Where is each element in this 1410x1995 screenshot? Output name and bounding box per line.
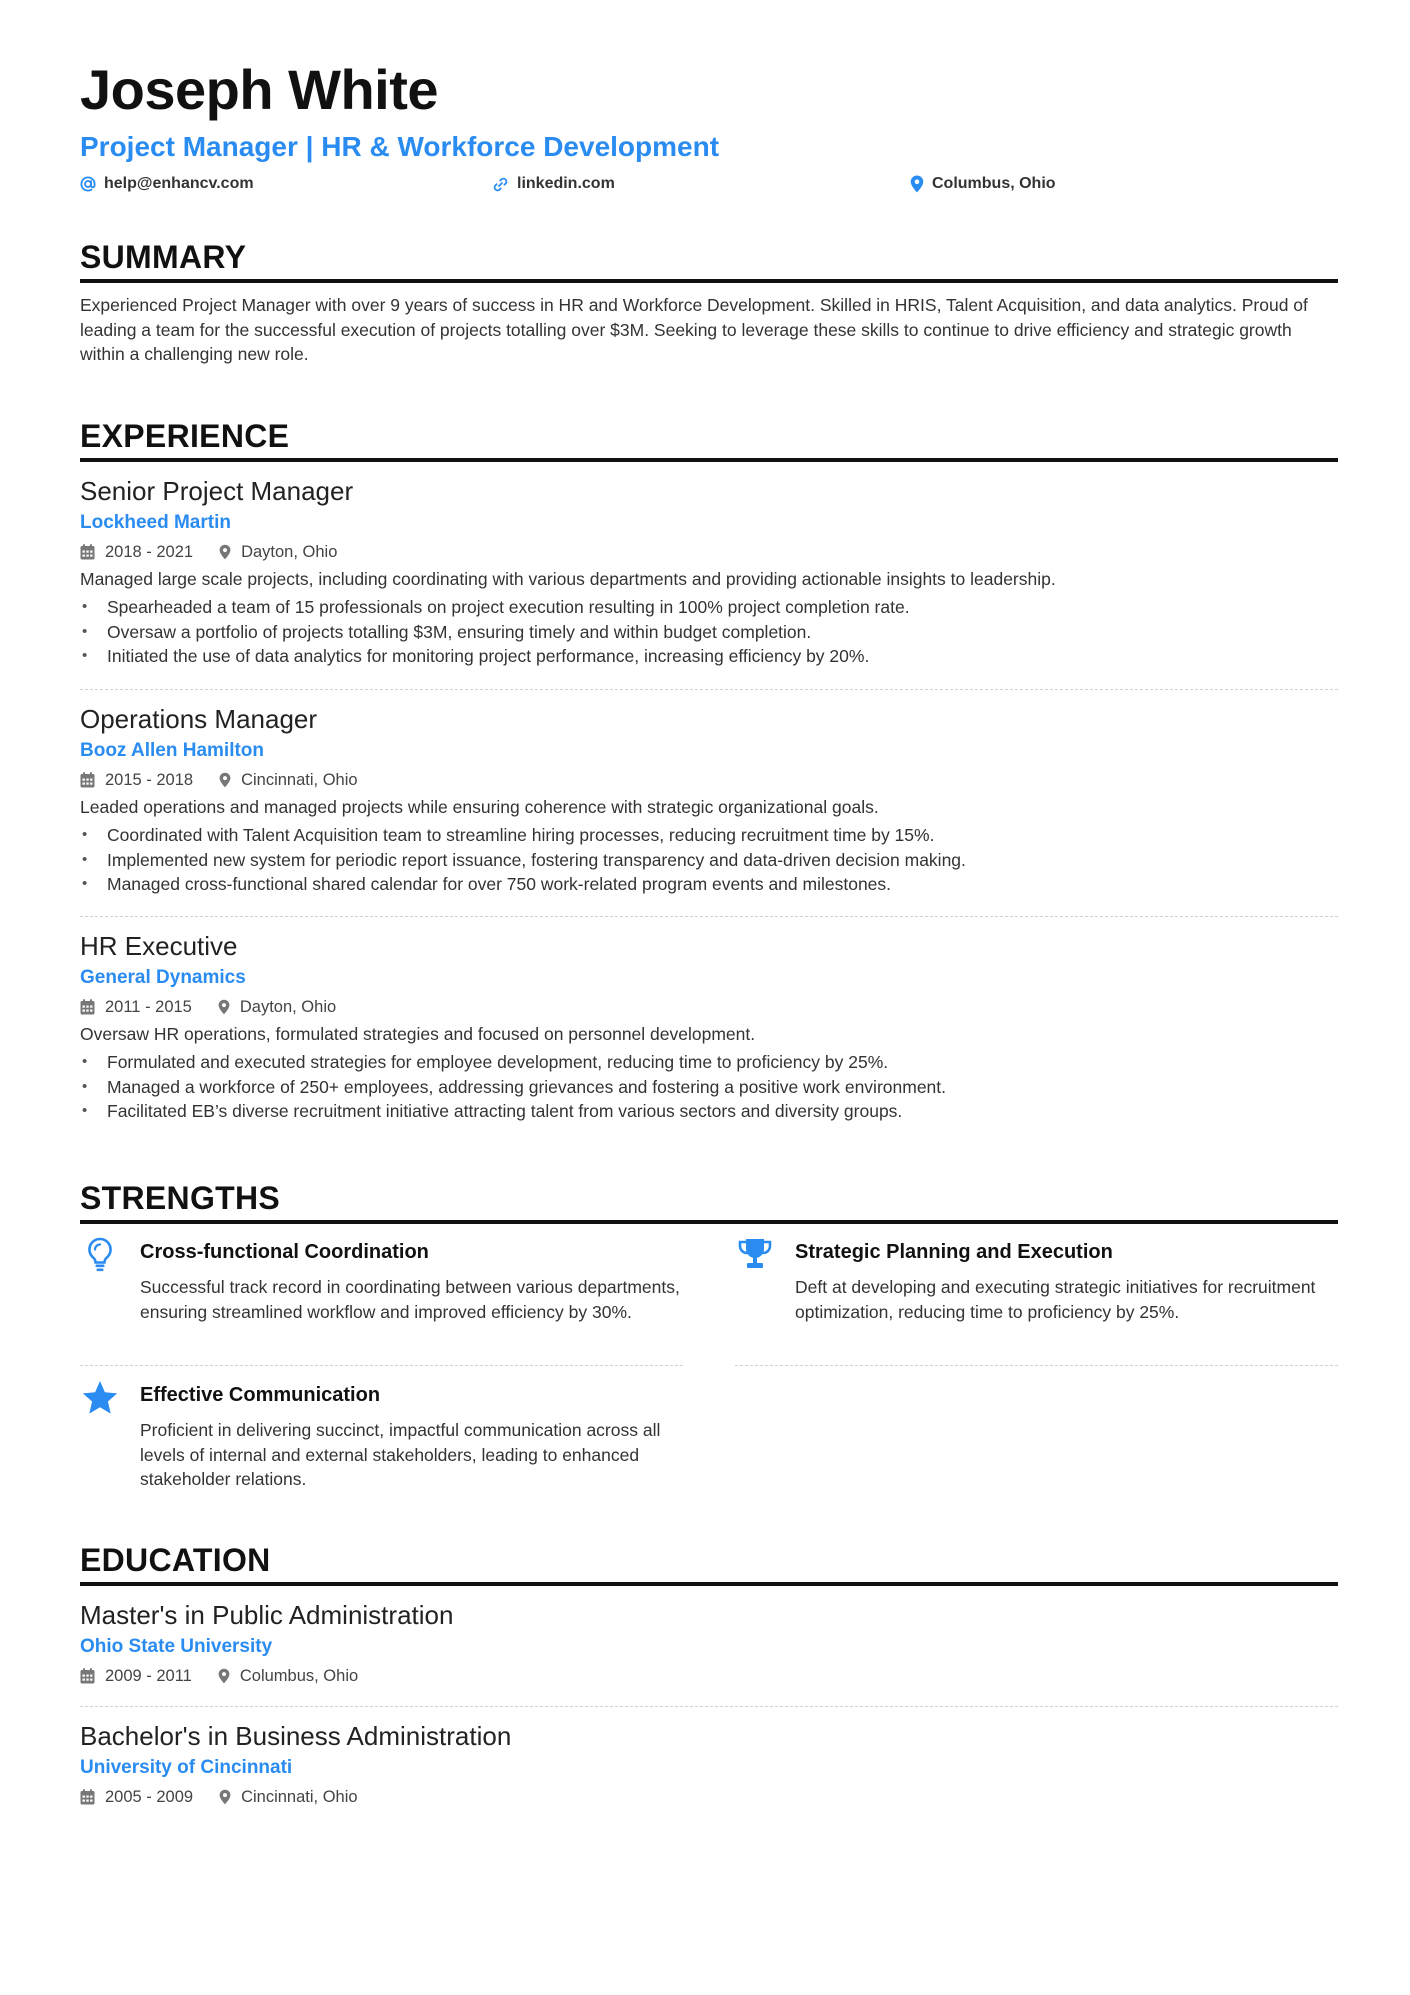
strength-title: Effective Communication	[140, 1384, 381, 1406]
map-pin-icon	[219, 544, 231, 560]
calendar-icon	[80, 544, 95, 560]
job-description: Oversaw HR operations, formulated strategies and focused on personnel development.	[80, 1024, 756, 1044]
job-dates	[80, 996, 192, 1018]
job-dates	[80, 541, 193, 563]
map-pin-icon	[219, 772, 231, 788]
contact-location	[910, 172, 1056, 196]
job-meta	[80, 996, 1338, 1018]
candidate-name: Joseph White	[80, 58, 439, 121]
calendar-icon	[80, 999, 95, 1015]
strength-description: Proficient in delivering succinct, impactful communication across all levels of internal and external stakeholders, leading to enhanced stakeholder relations.	[140, 1420, 661, 1489]
experience-entry	[80, 930, 1338, 1124]
degree-title: Master's in Public Administration	[80, 1600, 454, 1630]
job-dates	[80, 769, 193, 791]
achievement-item: • Implemented new system for periodic report issuance, fostering transparency and data-driven decision making.	[80, 848, 1338, 873]
job-description: Leaded operations and managed projects while ensuring coherence with strategic organizational goals.	[80, 797, 879, 817]
dates-text: 2011 - 2015	[105, 998, 192, 1016]
section-title-strengths: STRENGTHS	[80, 1178, 1338, 1224]
strength-title: Strategic Planning and Execution	[795, 1241, 1113, 1263]
location-text: Columbus, Ohio	[932, 175, 1056, 192]
calendar-icon	[80, 1668, 95, 1684]
job-location	[218, 996, 336, 1018]
achievement-item: • Coordinated with Talent Acquisition team to streamline hiring processes, reducing recruitment time by 15%.	[80, 823, 1338, 848]
achievement-item: • Oversaw a portfolio of projects totalling $3M, ensuring timely and within budget completion.	[80, 620, 1338, 645]
contact-bar	[80, 172, 1338, 196]
dates-text: 2015 - 2018	[105, 771, 194, 789]
strength-title: Cross-functional Coordination	[140, 1241, 429, 1263]
entry-divider	[80, 916, 1338, 917]
company-name: Booz Allen Hamilton	[80, 740, 265, 761]
location-text: Dayton, Ohio	[239, 998, 337, 1016]
lightbulb-icon	[80, 1237, 120, 1273]
map-pin-icon	[910, 175, 924, 193]
link-icon	[492, 176, 509, 193]
achievement-item: • Managed a workforce of 250+ employees, addressing grievances and fostering a positive work environment.	[80, 1075, 1338, 1100]
job-location	[219, 769, 357, 791]
strength-divider	[80, 1365, 683, 1366]
email-text: help@enhancv.com	[104, 175, 254, 192]
location-text: Cincinnati, Ohio	[241, 1788, 358, 1806]
job-title: Senior Project Manager	[80, 476, 354, 506]
map-pin-icon	[218, 1668, 230, 1684]
entry-divider	[80, 689, 1338, 690]
job-meta	[80, 541, 1338, 563]
achievement-list	[80, 595, 1338, 669]
education-entry	[80, 1720, 1338, 1808]
contact-linkedin[interactable]	[492, 172, 615, 196]
dates-text: 2005 - 2009	[105, 1788, 194, 1806]
map-pin-icon	[218, 999, 230, 1015]
location-text: Dayton, Ohio	[241, 543, 338, 561]
job-location	[219, 541, 337, 563]
achievement-item: • Facilitated EB’s diverse recruitment initiative attracting talent from various sectors and diversity groups.	[80, 1099, 1338, 1124]
experience-entry	[80, 703, 1338, 897]
degree-title: Bachelor's in Business Administration	[80, 1721, 512, 1751]
section-title-experience: EXPERIENCE	[80, 416, 1338, 462]
calendar-icon	[80, 772, 95, 788]
calendar-icon	[80, 1789, 95, 1805]
job-description: Managed large scale projects, including coordinating with various departments and providing actionable insights to leadership.	[80, 569, 1056, 589]
achievement-item: • Initiated the use of data analytics for monitoring project performance, increasing efficiency by 20%.	[80, 644, 1338, 669]
at-icon	[80, 176, 96, 192]
map-pin-icon	[219, 1789, 231, 1805]
section-title-education: EDUCATION	[80, 1540, 1338, 1586]
education-meta	[80, 1786, 1338, 1808]
dates-text: 2018 - 2021	[105, 543, 194, 561]
education-entry	[80, 1599, 1338, 1687]
job-title: HR Executive	[80, 931, 238, 961]
candidate-headline: Project Manager | HR & Workforce Development	[80, 131, 720, 162]
education-dates	[80, 1665, 192, 1687]
achievement-item: • Managed cross-functional shared calendar for over 750 work-related program events and milestones.	[80, 872, 1338, 897]
contact-email[interactable]	[80, 172, 254, 196]
school-name: Ohio State University	[80, 1636, 273, 1657]
trophy-icon	[735, 1237, 775, 1273]
section-title-summary: SUMMARY	[80, 237, 1338, 283]
achievement-list	[80, 1050, 1338, 1124]
education-meta	[80, 1665, 1338, 1687]
location-text: Cincinnati, Ohio	[241, 771, 358, 789]
dates-text: 2009 - 2011	[105, 1667, 192, 1685]
achievement-item: • Formulated and executed strategies for employee development, reducing time to proficiency by 25%.	[80, 1050, 1338, 1075]
job-meta	[80, 769, 1338, 791]
linkedin-text: linkedin.com	[517, 175, 615, 192]
strength-description: Deft at developing and executing strategic initiatives for recruitment optimization, reducing time to proficiency by 25%.	[795, 1277, 1316, 1322]
location-text: Columbus, Ohio	[239, 1667, 359, 1685]
achievement-list	[80, 823, 1338, 897]
company-name: Lockheed Martin	[80, 512, 231, 533]
school-name: University of Cincinnati	[80, 1757, 293, 1778]
entry-divider	[80, 1706, 1338, 1707]
experience-entry	[80, 475, 1338, 669]
education-dates	[80, 1786, 193, 1808]
education-location	[218, 1665, 358, 1687]
education-location	[219, 1786, 357, 1808]
strength-description: Successful track record in coordinating between various departments, ensuring streamlined workflow and improved efficiency by 30%.	[140, 1277, 680, 1322]
star-icon	[80, 1380, 120, 1416]
company-name: General Dynamics	[80, 967, 246, 988]
summary-text: Experienced Project Manager with over 9 years of success in HR and Workforce Development. Skilled in HRIS, Talent Acquisition, and data analytics. Proud of leading a team for the successful execution of projects totalling over $3M. Seeking to leverage these skills to continue to drive efficiency and strategic growth within a challenging new role.	[80, 295, 1308, 364]
achievement-item: • Spearheaded a team of 15 professionals on project execution resulting in 100% project completion rate.	[80, 595, 1338, 620]
job-title: Operations Manager	[80, 704, 318, 734]
strength-divider	[735, 1365, 1338, 1366]
